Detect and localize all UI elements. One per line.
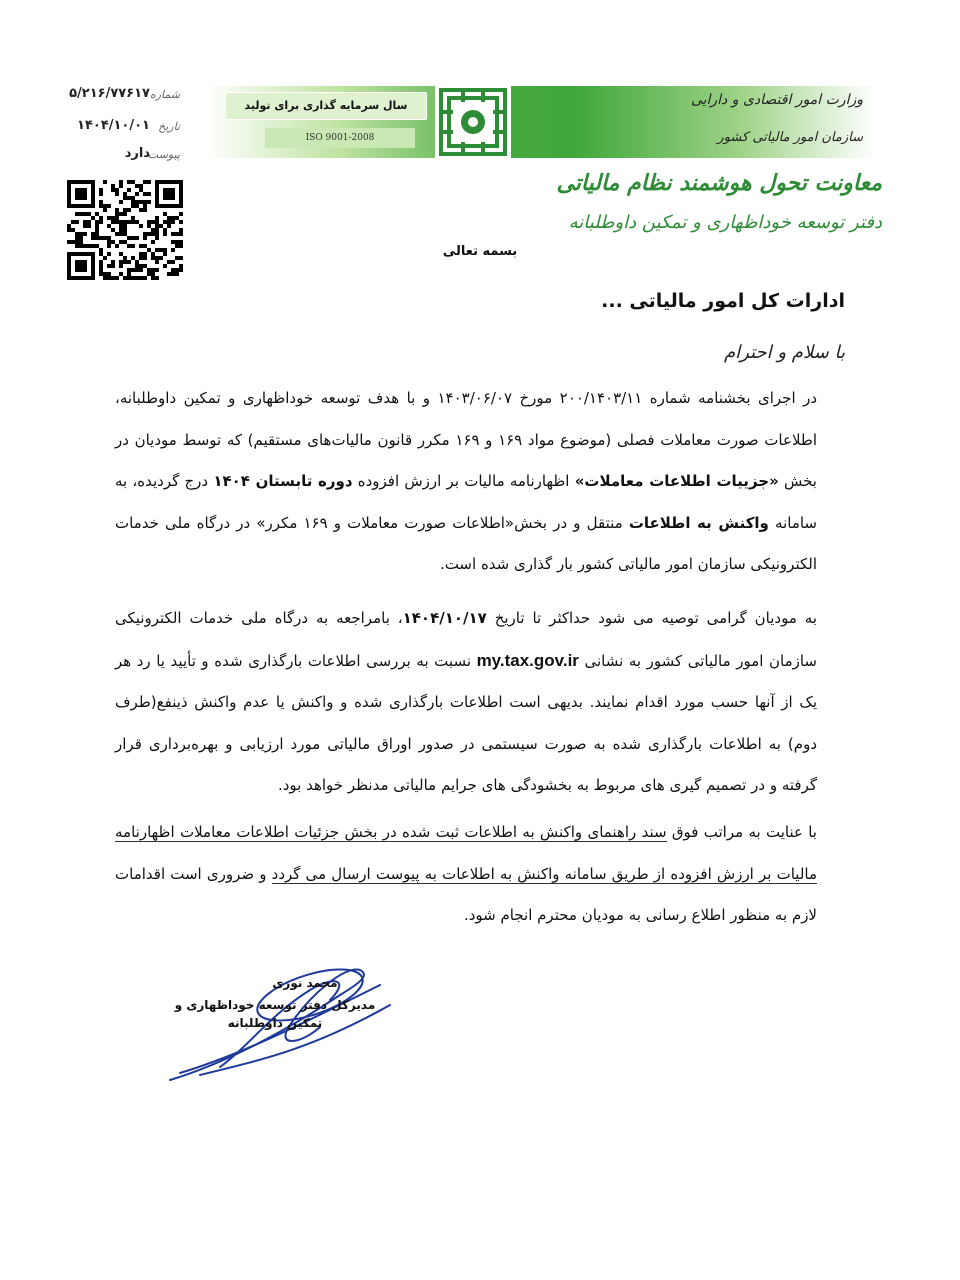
paragraph-1-text-g: منتقل و در بخش«اطلاعات صورت معاملات و ۱۶۹ مکرر» در درگاه ملی خدمات الکترونیکی سازمان امور مالیاتی کشور بار گذاری شده است. (115, 513, 817, 573)
letter-date (40, 118, 180, 140)
signer-title: مدیرکل دفتر توسعه خوداظهاری و تمکین داوطلبانه (174, 998, 376, 1030)
qr-code-icon (66, 180, 184, 280)
paragraph-1-text-c: اظهارنامه مالیات بر ارزش افزوده (352, 472, 575, 490)
paragraph-2 (115, 598, 845, 807)
organization-name: سازمان امور مالیاتی کشور (717, 130, 863, 145)
letter-attachment-label: پیوست (147, 148, 180, 161)
tax-portal-link[interactable]: my.tax.gov.ir (476, 650, 579, 670)
iso-certificate: ISO 9001-2008 (265, 128, 415, 148)
banner-slogan-area (225, 92, 425, 152)
besm-taala: بسمه تعالی (442, 244, 518, 259)
letter-number-label: شماره (149, 88, 180, 101)
paragraph-3 (115, 812, 845, 937)
paragraph-2-text-b: ، بامراجعه به درگاه ملی خدمات الکترونیکی سازمان امور مالیاتی کشور به نشانی (115, 609, 817, 670)
greeting: با سلام و احترام (724, 342, 845, 363)
paragraph-1-text-e: درج گردیده، به سامانه (115, 472, 817, 532)
paragraph-3-text-c: و ضروری است اقدامات لازم به منظور اطلاع رسانی به مودیان محترم انجام شود. (115, 864, 817, 924)
slogan: سال سرمایه گذاری برای تولید (225, 92, 427, 120)
paragraph-1 (115, 378, 845, 586)
paragraph-3-underlined: سند راهنمای واکنش به اطلاعات ثبت شده در بخش جزئیات اطلاعات معاملات اظهارنامه مالیات بر ارزش افزوده از طریق سامانه واکنش به اطلاعات به پیوست ارسال می گردد (115, 823, 817, 883)
paragraph-1-bold-system: واکنش به اطلاعات (628, 513, 769, 532)
deputy-title: معاونت تحول هوشمند نظام مالیاتی (556, 170, 882, 196)
signer-name: محمد نوری (272, 976, 338, 990)
letter-number-value: ۵/۲۱۶/۷۷۶۱۷ (69, 86, 150, 101)
paragraph-3-text-a: با عنایت به مراتب فوق (666, 823, 817, 841)
header-banner (205, 86, 875, 158)
office-title: دفتر توسعه خوداظهاری و تمکین داوطلبانه (568, 212, 882, 233)
ministry-name: وزارت امور اقتصادی و دارایی (690, 92, 863, 108)
paragraph-2-text-a: به مودیان گرامی توصیه می شود حداکثر تا تاریخ (486, 609, 817, 627)
tax-organization-emblem-icon (433, 82, 513, 162)
paragraph-1-bold-section: «جزییات اطلاعات معاملات» (574, 472, 779, 490)
recipient: ادارات کل امور مالیاتی ... (601, 290, 845, 312)
paragraph-2-text-c: نسبت به بررسی اطلاعات بارگذاری شده و تأیید یا رد هر یک از آنها حسب مورد اقدام نمایند. بدیهی است اطلاعات بارگذاری شده و واکنش یا عدم واکنش ذینفع(طرف دوم) به اطلاعات بارگذاری شده به صورت سیستمی در صدور اوراق مالیاتی مورد ارزیابی و بهره‌برداری قرار گرفته و در تصمیم گیری های مربوط به بخشودگی های جرایم مالیاتی مدنظر خواهد بود. (115, 651, 817, 794)
letter-number (40, 86, 180, 108)
paragraph-1-bold-period: دوره تابستان ۱۴۰۴ (213, 472, 353, 490)
letter-date-label: تاریخ (158, 120, 180, 133)
paragraph-2-deadline: ۱۴۰۴/۱۰/۱۷ (402, 609, 487, 627)
letter-date-value: ۱۴۰۴/۱۰/۰۱ (77, 118, 150, 133)
paragraph-1-text-a: در اجرای بخشنامه شماره ۲۰۰/۱۴۰۳/۱۱ مورخ ۱۴۰۳/۰۶/۰۷ و با هدف توسعه خوداظهاری و تمکین داوطلبانه، اطلاعات صورت معاملات فصلی (موضوع مواد ۱۶۹ و ۱۶۹ مکرر قانون مالیات‌های مستقیم) که توسط مودیان در بخش (115, 389, 818, 490)
letter-attachment-value: دارد (124, 146, 150, 161)
letter-attachment (40, 146, 180, 168)
